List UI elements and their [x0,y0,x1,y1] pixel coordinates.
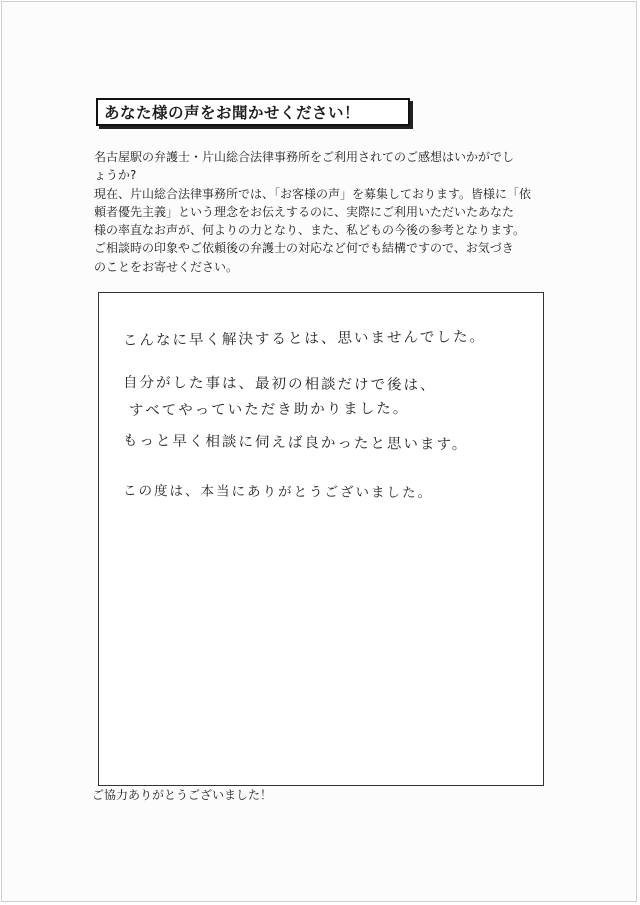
intro-line: 様の率直なお声が、何よりの力となり、また、私どもの今後の参考となります。 [94,223,526,238]
intro-line: 名古屋駅の弁護士・片山総合法律事務所をご利用されてのご感想はいかがでし [94,150,515,164]
intro-line: ょうか? [94,168,137,183]
page-title: あなた様の声をお聞かせください！ [104,104,361,122]
handwritten-line: すべてやっていただき助かりました。 [128,401,410,419]
handwritten-answer-box [98,292,544,786]
intro-line: 頼者優先主義」という理念をお伝えするのに、実際にご利用いただいたあなた [94,204,515,219]
footer-thanks: ご協力ありがとうございました！ [92,788,273,802]
handwritten-line: もっと早く相談に伺えば良かったと思います。 [122,433,469,454]
intro-line: のことをお寄せください。 [94,259,239,274]
intro-line: ご相談時の印象やご依頼後の弁護士の対応など何でも結構ですので、お気づき [94,241,514,256]
handwritten-line: この度は、本当にありがとうございました。 [122,483,434,502]
handwritten-line: 自分がした事は、最初の相談だけで後は、 [122,375,437,394]
document-page [1,1,637,902]
handwritten-line: こんなに早く解決するとは、思いませんでした。 [122,329,487,349]
intro-line: 現在、片山総合法律事務所では、「お客様の声」を募集しております。皆様に「依 [94,186,532,201]
heading-box [96,98,410,126]
intro-text [94,148,564,276]
